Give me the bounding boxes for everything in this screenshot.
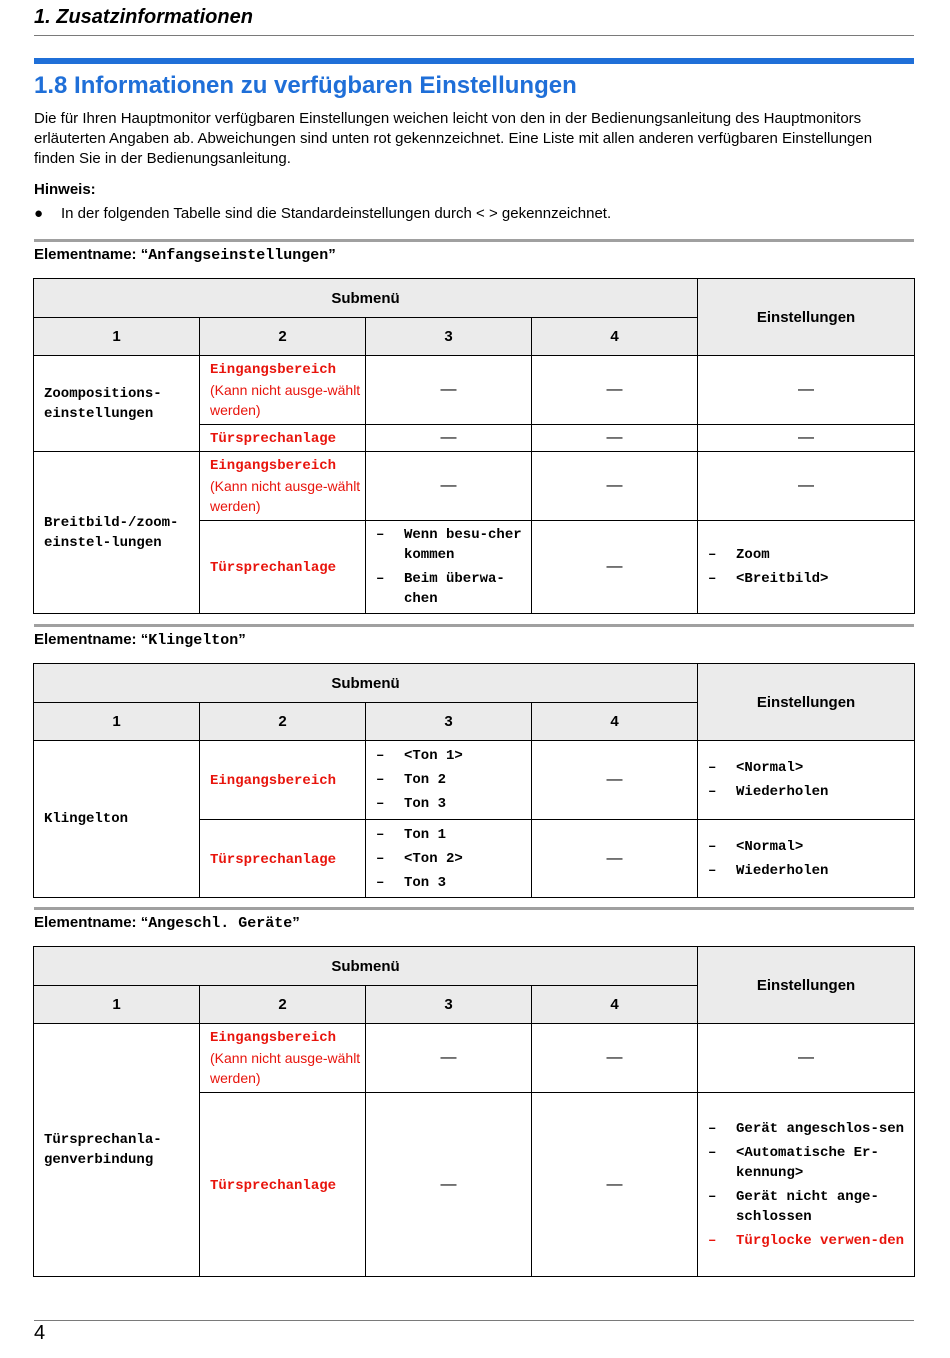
- col-header-3: 3: [366, 986, 532, 1024]
- submenu-header: Submenü: [34, 279, 698, 318]
- col-header-4: 4: [532, 703, 698, 741]
- element-name-label: Elementname:: [34, 246, 137, 263]
- list-item: – <Automatische Er-kennung>: [708, 1144, 879, 1181]
- dash-cell: —: [532, 1093, 698, 1277]
- separator: [34, 907, 914, 910]
- submenu-level1-cell: Klingelton: [34, 741, 200, 898]
- element-name-value: Klingelton: [148, 632, 239, 649]
- list-item: – Wiederholen: [708, 784, 829, 800]
- col-header-4: 4: [532, 318, 698, 356]
- tuersprechanlage-label: Türsprechanlage: [210, 851, 337, 868]
- list-item: – <Breitbild>: [708, 571, 829, 587]
- submenu-level3-cell: [366, 521, 532, 614]
- col-header-1: 1: [34, 703, 200, 741]
- submenu-level2-cell: [200, 1024, 366, 1093]
- list-item: – Gerät angeschlos-sen: [708, 1120, 905, 1137]
- submenu-header: Submenü: [34, 947, 698, 986]
- list-item: – Gerät nicht ange-schlossen: [708, 1188, 879, 1225]
- eingangsbereich-label: Eingangsbereich: [210, 1030, 337, 1046]
- footer-rule: [34, 1320, 914, 1321]
- settings-table-angeschl-geraete: [33, 946, 915, 1277]
- chapter-title: 1. Zusatzinformationen: [34, 6, 253, 28]
- list-item: – Wenn besu-cher kommen: [376, 527, 522, 563]
- dash-cell: —: [366, 425, 532, 452]
- list-item: – <Ton 2>: [376, 850, 463, 867]
- submenu-header: Submenü: [34, 664, 698, 703]
- eingangsbereich-label: Eingangsbereich: [210, 773, 337, 789]
- col-header-3: 3: [366, 318, 532, 356]
- dash-cell: —: [532, 741, 698, 820]
- dash-cell: —: [532, 1024, 698, 1093]
- dash-cell: —: [366, 452, 532, 521]
- section-rule: [34, 58, 914, 64]
- separator: [34, 624, 914, 627]
- tuersprechanlage-label: Türsprechanlage: [210, 1177, 337, 1194]
- settings-table-klingelton: [33, 663, 915, 898]
- settings-table-anfangseinstellungen: [33, 278, 915, 614]
- settings-header: Einstellungen: [698, 947, 915, 1024]
- separator: [34, 239, 914, 242]
- settings-header: Einstellungen: [698, 664, 915, 741]
- list-item: – Ton 3: [376, 874, 447, 891]
- list-item: – <Ton 1>: [376, 748, 463, 764]
- not-selectable-note: (Kann nicht ausge-wählt werden): [210, 478, 361, 514]
- list-item: – Beim überwa-chen: [376, 571, 505, 607]
- list-item: – <Normal>: [708, 760, 804, 776]
- submenu-level3-cell: [366, 820, 532, 898]
- dash-cell: —: [532, 452, 698, 521]
- element-name-heading: Elementname: “Anfangseinstellungen”: [34, 246, 336, 264]
- submenu-level3-cell: [366, 741, 532, 820]
- col-header-1: 1: [34, 318, 200, 356]
- tuersprechanlage-label: Türsprechanlage: [210, 560, 337, 576]
- list-item: – Ton 2: [376, 772, 447, 788]
- submenu-level2-cell: [200, 356, 366, 425]
- list-item: – <Normal>: [708, 838, 804, 855]
- header-rule: [34, 35, 914, 36]
- bullet-icon: ●: [34, 205, 44, 222]
- hint-title: Hinweis:: [34, 181, 96, 198]
- element-name-label: Elementname:: [34, 914, 137, 931]
- dash-cell: —: [366, 356, 532, 425]
- settings-header: Einstellungen: [698, 279, 915, 356]
- col-header-2: 2: [200, 318, 366, 356]
- dash-cell: —: [698, 452, 915, 521]
- not-selectable-note: (Kann nicht ausge-wählt werden): [210, 382, 361, 418]
- dash-cell: —: [532, 521, 698, 614]
- list-item: – Zoom: [708, 547, 770, 563]
- col-header-2: 2: [200, 986, 366, 1024]
- element-name-heading: Elementname: “Klingelton”: [34, 631, 246, 649]
- settings-cell: [698, 741, 915, 820]
- submenu-level1-cell: Breitbild-/zoom-einstel-lungen: [34, 452, 200, 614]
- col-header-3: 3: [366, 703, 532, 741]
- intro-paragraph: Die für Ihren Hauptmonitor verfügbaren Einstellungen weichen leicht von den in der Bedienungsanleitung des Hauptmonitors erläuterten Angaben ab. Abweichungen sind unten rot gekennzeichnet. Eine Liste mit allen anderen verfügbaren Einstellungen finden Sie in der Bedienungsanleitung.: [34, 110, 873, 167]
- settings-cell: [698, 820, 915, 898]
- submenu-level1-cell: Zoompositions-einstellungen: [34, 356, 200, 452]
- section-title: 1.8 Informationen zu verfügbaren Einstellungen: [34, 72, 577, 99]
- eingangsbereich-label: Eingangsbereich: [210, 458, 337, 474]
- element-name-value: Angeschl. Geräte: [148, 915, 293, 932]
- eingangsbereich-label: Eingangsbereich: [210, 362, 337, 378]
- dash-cell: —: [366, 1024, 532, 1093]
- settings-cell: [698, 521, 915, 614]
- dash-cell: —: [698, 1024, 915, 1093]
- dash-cell: —: [532, 425, 698, 452]
- list-item: – Ton 3: [376, 796, 447, 812]
- col-header-1: 1: [34, 986, 200, 1024]
- element-name-heading: Elementname: “Angeschl. Geräte”: [34, 914, 300, 932]
- list-item: – Ton 1: [376, 826, 447, 843]
- col-header-2: 2: [200, 703, 366, 741]
- page-number: 4: [34, 1322, 46, 1344]
- list-item-deviation: – Türglocke verwen-den: [708, 1232, 905, 1249]
- tuersprechanlage-label: Türsprechanlage: [210, 431, 337, 447]
- col-header-4: 4: [532, 986, 698, 1024]
- element-name-value: Anfangseinstellungen: [148, 247, 329, 264]
- dash-cell: —: [698, 425, 915, 452]
- not-selectable-note: (Kann nicht ausge-wählt werden): [210, 1050, 361, 1086]
- hint-text: In der folgenden Tabelle sind die Standardeinstellungen durch < > gekennzeichnet.: [61, 205, 612, 222]
- settings-cell: [698, 1093, 915, 1277]
- dash-cell: —: [366, 1093, 532, 1277]
- hint-item: [34, 204, 611, 224]
- dash-cell: —: [698, 356, 915, 425]
- submenu-level1-cell: Türsprechanla-genverbindung: [34, 1024, 200, 1277]
- submenu-level2-cell: [200, 452, 366, 521]
- list-item: – Wiederholen: [708, 862, 829, 879]
- dash-cell: —: [532, 356, 698, 425]
- dash-cell: —: [532, 820, 698, 898]
- element-name-label: Elementname:: [34, 631, 137, 648]
